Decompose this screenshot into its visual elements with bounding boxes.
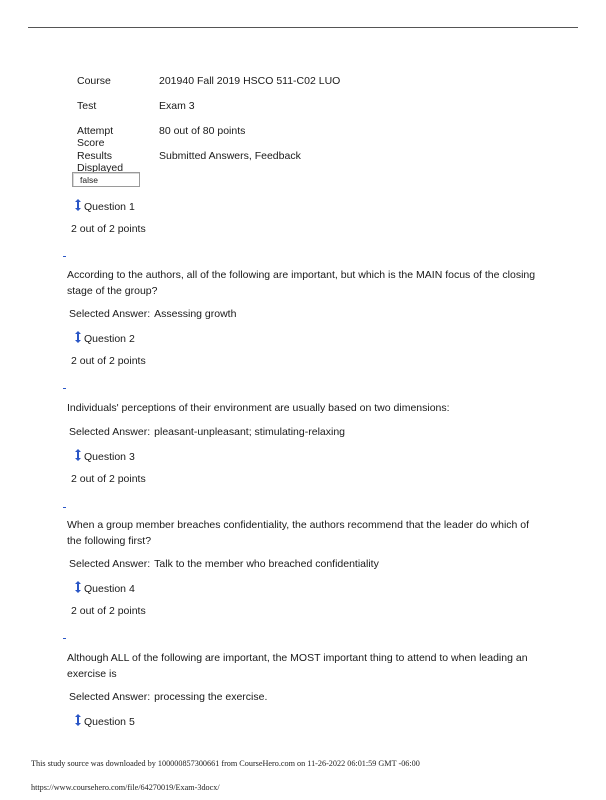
expand-arrow-icon	[74, 714, 82, 726]
question-points: 2 out of 2 points	[71, 355, 146, 367]
selected-answer-label: Selected Answer:	[69, 558, 151, 570]
question-points: 2 out of 2 points	[71, 223, 146, 235]
question-title: Question 2	[84, 333, 135, 345]
question-header[interactable]	[74, 331, 135, 345]
question-header[interactable]	[74, 199, 135, 213]
question-header[interactable]	[74, 714, 135, 728]
question-title: Question 1	[84, 201, 135, 213]
expand-arrow-icon	[74, 581, 82, 593]
selected-answer-label: Selected Answer:	[69, 308, 151, 320]
question-header[interactable]	[74, 581, 135, 595]
question-title: Question 5	[84, 716, 135, 728]
selected-answer-value: Talk to the member who breached confidentiality	[154, 558, 379, 570]
question-points: 2 out of 2 points	[71, 605, 146, 617]
info-value: Submitted Answers, Feedback	[159, 150, 301, 162]
info-value: 201940 Fall 2019 HSCO 511-C02 LUO	[159, 75, 341, 87]
question-marker	[63, 388, 66, 389]
info-label: Test	[77, 100, 97, 112]
selected-answer-value: pleasant-unpleasant; stimulating-relaxing	[154, 426, 346, 438]
question-marker	[63, 638, 66, 639]
info-label: Course	[77, 75, 111, 87]
source-url[interactable]: https://www.coursehero.com/file/64270019/Exam-3docx/	[31, 783, 220, 792]
question-text: Individuals' perceptions of their environment are usually based on two dimensions:	[67, 402, 450, 414]
selected-answer	[69, 308, 236, 320]
question-title: Question 3	[84, 451, 135, 463]
expand-arrow-icon	[74, 331, 82, 343]
selected-answer-label: Selected Answer:	[69, 691, 151, 703]
question-header[interactable]	[74, 449, 135, 463]
expand-arrow-icon	[74, 199, 82, 211]
selected-answer-value: Assessing growth	[154, 308, 237, 320]
selected-answer-value: processing the exercise.	[154, 691, 268, 703]
status-field[interactable]: false	[72, 172, 140, 187]
info-label: Results Displayed	[77, 150, 124, 174]
question-text: When a group member breaches confidentiality, the authors recommend that the leader do which of the following first?	[67, 519, 530, 547]
question-text: According to the authors, all of the following are important, but which is the MAIN focus of the closing stage of the group?	[67, 269, 536, 297]
question-marker	[63, 507, 66, 508]
question-text: Although ALL of the following are important, the MOST important thing to attend to when leading an exercise is	[67, 652, 528, 680]
question-title: Question 4	[84, 583, 135, 595]
selected-answer-label: Selected Answer:	[69, 426, 151, 438]
info-value: 80 out of 80 points	[159, 125, 246, 137]
selected-answer	[69, 426, 345, 438]
selected-answer	[69, 691, 267, 703]
expand-arrow-icon	[74, 449, 82, 461]
question-points: 2 out of 2 points	[71, 473, 146, 485]
info-value: Exam 3	[159, 100, 195, 112]
selected-answer	[69, 558, 379, 570]
top-divider	[28, 27, 578, 28]
question-marker	[63, 256, 66, 257]
info-label: Attempt Score	[77, 125, 114, 149]
download-note: This study source was downloaded by 100000857300661 from CourseHero.com on 11-26-2022 06:01:59 GMT -06:00	[31, 759, 420, 768]
